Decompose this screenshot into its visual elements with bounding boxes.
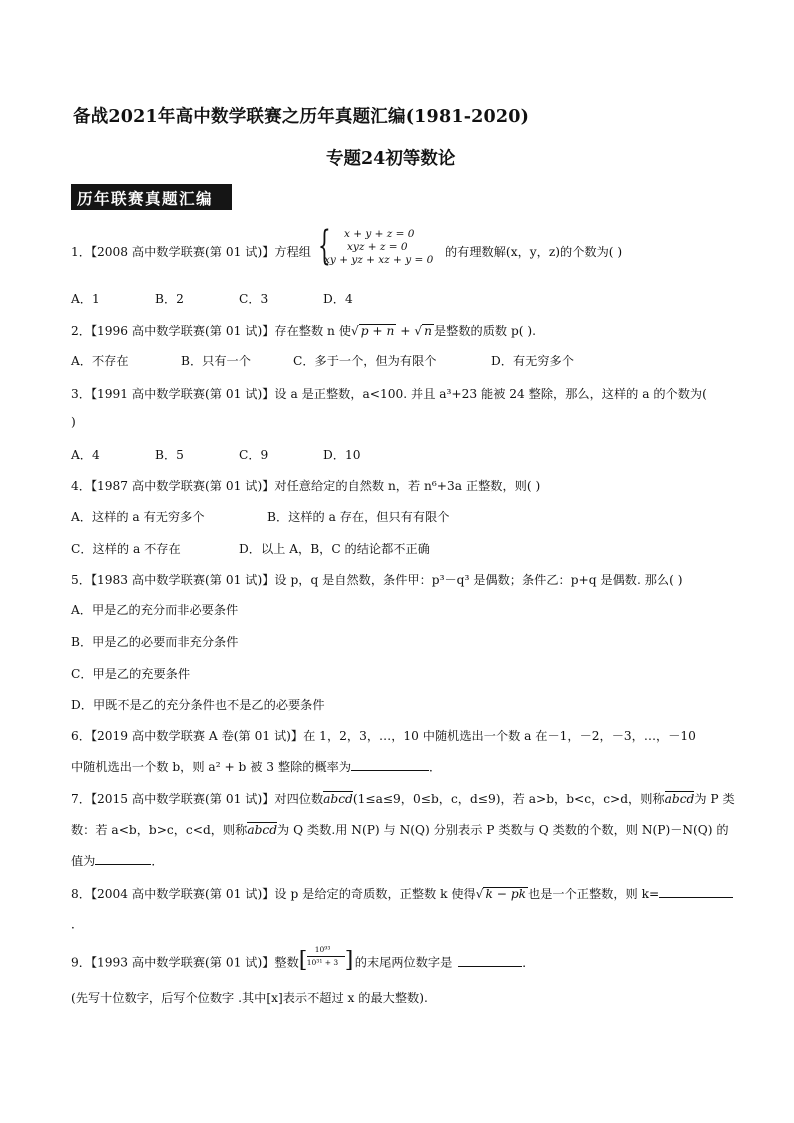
sqrt-radicand: k − pk — [485, 887, 527, 901]
question-6 — [71, 727, 696, 744]
answer-blank[interactable] — [351, 758, 429, 771]
section-badge-label: 历年联赛真题汇编 — [77, 190, 214, 208]
question-stem: 方程组 — [274, 245, 311, 259]
option: D．以上 A，B，C 的结论都不正确 — [239, 542, 430, 556]
option: B．只有一个 — [181, 354, 251, 368]
question-stem: 数：若 a<b，b>c，c<d，则称 — [71, 823, 248, 837]
document-title: 备战2021年高中数学联赛之历年真题汇编(1981-2020) — [73, 107, 530, 127]
punctuation: ． — [522, 955, 535, 970]
option: A．不存在 — [71, 354, 129, 368]
question-source: 【1987 高中数学联赛(第 01 试)】 — [90, 479, 275, 493]
question-source: 【1993 高中数学联赛(第 01 试)】 — [90, 955, 275, 970]
overlined-number: abcd — [247, 823, 278, 837]
question-stem: 存在整数 n 使 — [274, 324, 351, 338]
question-7-line2 — [71, 821, 729, 838]
question-5 — [71, 571, 683, 588]
punctuation: ． — [71, 917, 84, 931]
question-number: 8． — [71, 887, 91, 901]
sqrt-symbol: √ — [475, 887, 484, 901]
option: A．甲是乙的充分而非必要条件 — [71, 603, 239, 617]
fraction-numerator: 10⁹³ — [314, 945, 331, 954]
option: C．9 — [239, 448, 269, 462]
fraction-denominator: 10³¹ + 3 — [306, 958, 339, 967]
question-stem: 的末尾两位数字是 — [354, 955, 453, 970]
left-bracket: [ — [298, 948, 308, 973]
equation-row: x + y + z = 0 — [344, 228, 415, 240]
option: D．10 — [323, 448, 361, 462]
answer-blank[interactable] — [458, 954, 522, 967]
document-subtitle: 专题24初等数论 — [326, 149, 456, 169]
question-stem: 设 p，q 是自然数，条件甲：p³－q³ 是偶数；条件乙：p+q 是偶数. 那么( ) — [274, 573, 683, 587]
punctuation: ． — [151, 854, 164, 868]
question-stem: 值为 — [71, 854, 96, 868]
option: D．4 — [323, 292, 353, 306]
option: C．多于一个，但为有限个 — [293, 354, 437, 368]
option: B．5 — [155, 448, 184, 462]
question-source: 【1991 高中数学联赛(第 01 试)】 — [90, 387, 275, 401]
question-number: 9． — [71, 955, 91, 970]
question-stem-end: 的有理数解(x，y，z)的个数为( ) — [445, 245, 623, 259]
sqrt-symbol: √ — [414, 324, 423, 338]
question-8 — [71, 885, 733, 902]
overlined-number: abcd — [323, 792, 353, 806]
option: A．1 — [71, 292, 100, 306]
question-4 — [71, 477, 540, 494]
option: C．这样的 a 不存在 — [71, 542, 181, 556]
option: A．这样的 a 有无穷多个 — [71, 510, 205, 524]
sqrt-radicand: n — [424, 324, 432, 338]
question-1 — [71, 243, 311, 260]
sqrt-symbol: √ — [350, 324, 359, 338]
overlined-number: abcd — [664, 792, 695, 806]
question-number: 5． — [71, 573, 91, 587]
question-stem: (1≤a≤9，0≤b，c，d≤9)，若 a>b，b<c，c>d，则称 — [352, 792, 665, 806]
question-number: 4． — [71, 479, 91, 493]
question-source: 【1996 高中数学联赛(第 01 试)】 — [90, 324, 275, 338]
option: B．2 — [155, 292, 184, 306]
question-stem: 在 1，2，3，…，10 中随机选出一个数 a 在－1，－2，－3，…，－10 — [303, 729, 696, 743]
question-stem: 为 Q 类数.用 N(P) 与 N(Q) 分别表示 P 类数与 Q 类数的个数，则 N(P)－N(Q) 的 — [277, 823, 729, 837]
question-number: 1． — [71, 245, 91, 259]
question-2 — [71, 322, 536, 339]
section-badge — [71, 184, 232, 210]
option: D．有无穷多个 — [491, 354, 574, 368]
question-source: 【2015 高中数学联赛(第 01 试)】 — [90, 792, 275, 806]
question-source: 【1983 高中数学联赛(第 01 试)】 — [90, 573, 275, 587]
option: B．甲是乙的必要而非充分条件 — [71, 635, 239, 649]
answer-blank[interactable] — [95, 852, 151, 865]
question-9 — [71, 945, 535, 975]
question-number: 7． — [71, 792, 91, 806]
answer-blank[interactable] — [659, 885, 733, 898]
question-stem-cont: ) — [71, 415, 76, 429]
punctuation: ． — [429, 760, 442, 774]
equation-row: xyz + z = 0 — [347, 241, 408, 253]
question-stem-end: 是整数的质数 p( ). — [433, 324, 537, 338]
option: D．甲既不是乙的充分条件也不是乙的必要条件 — [71, 698, 325, 712]
question-stem: 整数 — [274, 955, 299, 970]
floor-fraction — [298, 945, 355, 975]
option: C．甲是乙的充要条件 — [71, 667, 191, 681]
option: B．这样的 a 存在，但只有有限个 — [267, 510, 450, 524]
question-stem: 为 P 类 — [694, 792, 735, 806]
brace-symbol: { — [318, 223, 331, 269]
option: C．3 — [239, 292, 269, 306]
question-source: 【2004 高中数学联赛(第 01 试)】 — [90, 887, 275, 901]
question-stem: 设 p 是给定的奇质数，正整数 k 使得 — [274, 887, 476, 901]
question-stem: 中随机选出一个数 b，则 a² + b 被 3 整除的概率为 — [71, 760, 352, 774]
question-stem: 对任意给定的自然数 n，若 n⁶+3a 正整数，则( ) — [274, 479, 541, 493]
plus-sign: + — [396, 324, 415, 338]
question-note: (先写十位数字，后写个位数字 .其中[x]表示不超过 x 的最大整数). — [71, 991, 428, 1005]
option: A．4 — [71, 448, 100, 462]
question-7 — [71, 790, 735, 807]
equation-row: xy + yz + xz + y = 0 — [324, 254, 434, 266]
question-number: 3． — [71, 387, 91, 401]
fraction-bar — [307, 956, 345, 957]
question-source: 【2019 高中数学联赛 A 卷(第 01 试)】 — [90, 729, 304, 743]
right-bracket: ] — [344, 948, 354, 973]
equation-system — [318, 223, 448, 270]
question-6-line2 — [71, 758, 441, 775]
sqrt-radicand: p + n — [360, 324, 395, 338]
question-stem: 设 a 是正整数，a<100. 并且 a³+23 能被 24 整除，那么，这样的 a 的个数为( — [274, 387, 707, 401]
question-stem: 也是一个正整数，则 k= — [528, 887, 660, 901]
question-3 — [71, 385, 707, 402]
question-7-line3 — [71, 852, 164, 869]
question-number: 2． — [71, 324, 91, 338]
question-stem: 对四位数 — [274, 792, 324, 806]
question-number: 6． — [71, 729, 91, 743]
question-source: 【2008 高中数学联赛(第 01 试)】 — [90, 245, 275, 259]
